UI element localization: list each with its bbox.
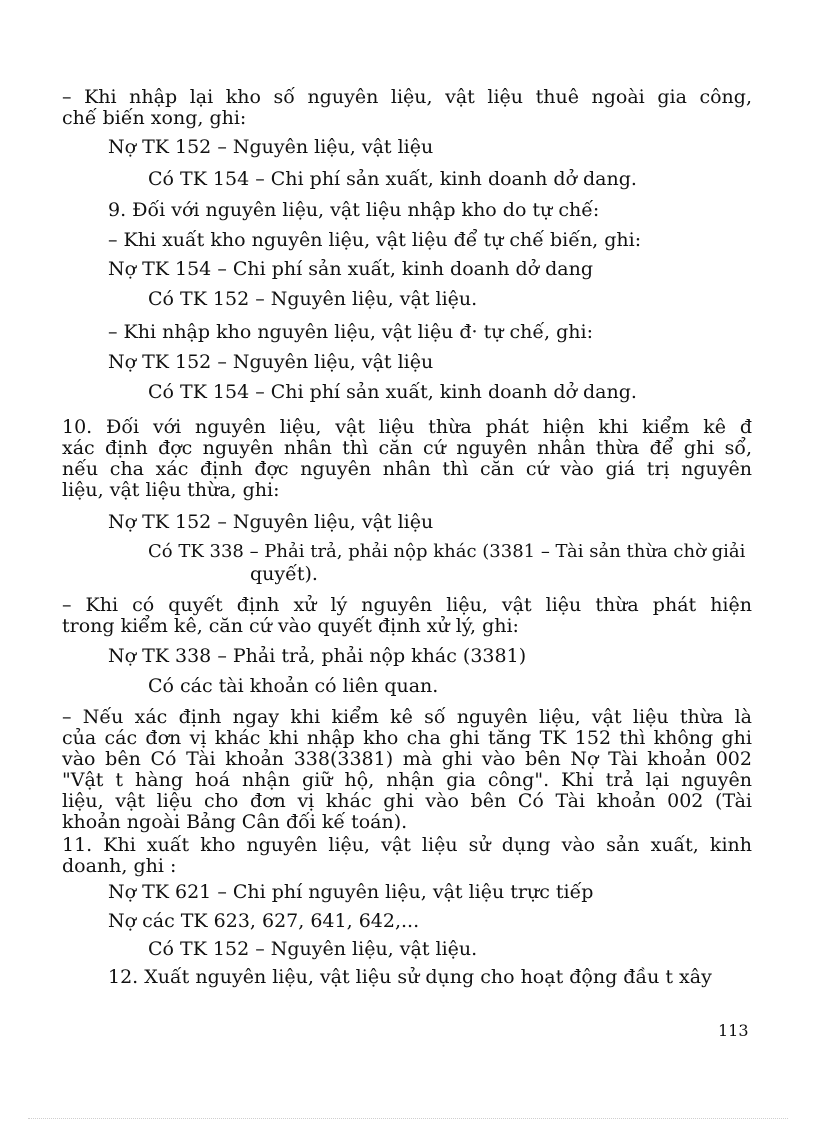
text-line: Nợ TK 621 – Chi phí nguyên liệu, vật liệu trực tiếp [108, 881, 594, 903]
text-line: xác định đợc nguyên nhân thì căn cứ nguyên nhân thừa để ghi sổ, [62, 437, 752, 459]
text-line: – Khi có quyết định xử lý nguyên liệu, vật liệu thừa phát hiện [62, 594, 752, 616]
text-line: – Nếu xác định ngay khi kiểm kê số nguyên liệu, vật liệu thừa là [62, 706, 752, 728]
section-heading: 11. Khi xuất kho nguyên liệu, vật liệu sử dụng vào sản xuất, kinh [62, 834, 752, 856]
text-line: liệu, vật liệu cho đơn vị khác ghi vào bên Có Tài khoản 002 (Tài [62, 790, 752, 812]
text-line: Có TK 154 – Chi phí sản xuất, kinh doanh dở dang. [148, 381, 637, 403]
page-bottom-rule [28, 1118, 788, 1119]
text-line: Có TK 152 – Nguyên liệu, vật liệu. [148, 938, 478, 960]
text-line: khoản ngoài Bảng Cân đối kế toán). [62, 811, 408, 833]
text-line: Nợ TK 152 – Nguyên liệu, vật liệu [108, 511, 434, 533]
section-heading: 9. Đối với nguyên liệu, vật liệu nhập kho do tự chế: [108, 199, 600, 221]
text-line: Nợ TK 152 – Nguyên liệu, vật liệu [108, 136, 434, 158]
page-number: 113 [718, 1021, 749, 1040]
text-line: Có TK 152 – Nguyên liệu, vật liệu. [148, 288, 478, 310]
text-line: của các đơn vị khác khi nhập kho cha ghi tăng TK 152 thì không ghi [62, 727, 752, 749]
section-heading: 10. Đối với nguyên liệu, vật liệu thừa phát hiện khi kiểm kê đ [62, 416, 752, 438]
text-line: – Khi nhập kho nguyên liệu, vật liệu đ· tự chế, ghi: [108, 321, 594, 343]
text-line: Có TK 154 – Chi phí sản xuất, kinh doanh dở dang. [148, 168, 637, 190]
text-line: Nợ TK 154 – Chi phí sản xuất, kinh doanh dở dang [108, 258, 594, 280]
text-line: Nợ các TK 623, 627, 641, 642,... [108, 910, 420, 932]
text-line: trong kiểm kê, căn cứ vào quyết định xử lý, ghi: [62, 615, 519, 637]
text-line: Có TK 338 – Phải trả, phải nộp khác (3381 – Tài sản thừa chờ giải [148, 541, 746, 562]
text-line: Có các tài khoản có liên quan. [148, 675, 439, 697]
text-line: "Vật t hàng hoá nhận giữ hộ, nhận gia công". Khi trả lại nguyên [62, 769, 752, 791]
text-line: – Khi nhập lại kho số nguyên liệu, vật liệu thuê ngoài gia công, [62, 86, 752, 108]
section-heading: 12. Xuất nguyên liệu, vật liệu sử dụng cho hoạt động đầu t xây [108, 966, 712, 988]
text-line: liệu, vật liệu thừa, ghi: [62, 479, 280, 501]
text-line: Nợ TK 152 – Nguyên liệu, vật liệu [108, 351, 434, 373]
text-line: vào bên Có Tài khoản 338(3381) mà ghi vào bên Nợ Tài khoản 002 [62, 748, 752, 770]
text-line: – Khi xuất kho nguyên liệu, vật liệu để tự chế biến, ghi: [108, 229, 642, 251]
text-line: chế biến xong, ghi: [62, 107, 247, 129]
text-line: quyết). [250, 563, 318, 585]
text-line: doanh, ghi : [62, 855, 177, 877]
text-line: Nợ TK 338 – Phải trả, phải nộp khác (3381) [108, 645, 527, 667]
text-line: nếu cha xác định đợc nguyên nhân thì căn cứ vào giá trị nguyên [62, 458, 752, 480]
